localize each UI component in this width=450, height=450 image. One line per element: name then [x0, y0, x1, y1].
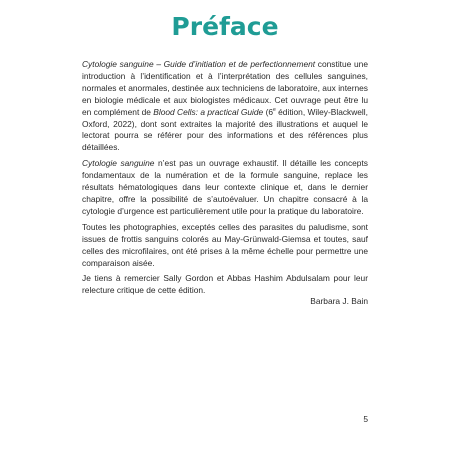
text-run: (6 — [263, 106, 274, 117]
page-title: Préface — [171, 12, 279, 41]
book-title: Cytologie sanguine — [82, 158, 155, 169]
text-run: constitue une introduction à l’identification et à l’interprétation des cellules sanguines, normales et anormales, destinée aux techniciens de laboratoire, aux internes en biologie médicale et aux biologistes médicaux. Cet ouvrage peut être lu en complément de — [82, 59, 368, 117]
paragraph — [82, 222, 368, 270]
text-run: édition, Wiley-Blackwell, Oxford, 2022), dont sont extraites la majorité des illustrations et auquel le lectorat pourra se référer pour des informations et des références plus détaillées. — [82, 106, 368, 153]
text-run: Toutes les photographies, exceptés celles des parasites du paludisme, sont issues de frottis sanguins colorés au May-Grünwald-Giemsa et toutes, sauf celles des microfilaires, ont été prises à la même échelle pour permettre une comparaison aisée. — [82, 221, 368, 268]
edition-superscript: e — [273, 106, 276, 113]
preface-body — [82, 59, 368, 301]
paragraph — [82, 158, 368, 218]
paragraph — [82, 59, 368, 154]
text-run: n’est pas un ouvrage exhaustif. Il détaille les concepts fondamentaux de la numération et de la formule sanguine, replace les résultats hématologiques dans leur contexte clinique et, dans le dernier chapitre, offre la possibilité de s’autoévaluer. Un chapitre consacré à la cytologie d’urgence est particulièrement utile pour la pratique du laboratoire. — [82, 158, 368, 216]
book-title: Cytologie sanguine – Guide d’initiation et de perfectionnement — [82, 59, 316, 69]
paragraph — [82, 273, 368, 297]
reference-title: Blood Cells: a practical Guide — [153, 106, 264, 117]
text-run: Je tiens à remercier Sally Gordon et Abbas Hashim Abdulsalam pour leur relecture critique de cette édition. — [82, 273, 368, 296]
page-number: 5 — [363, 414, 368, 424]
signature: Barbara J. Bain — [310, 296, 368, 306]
